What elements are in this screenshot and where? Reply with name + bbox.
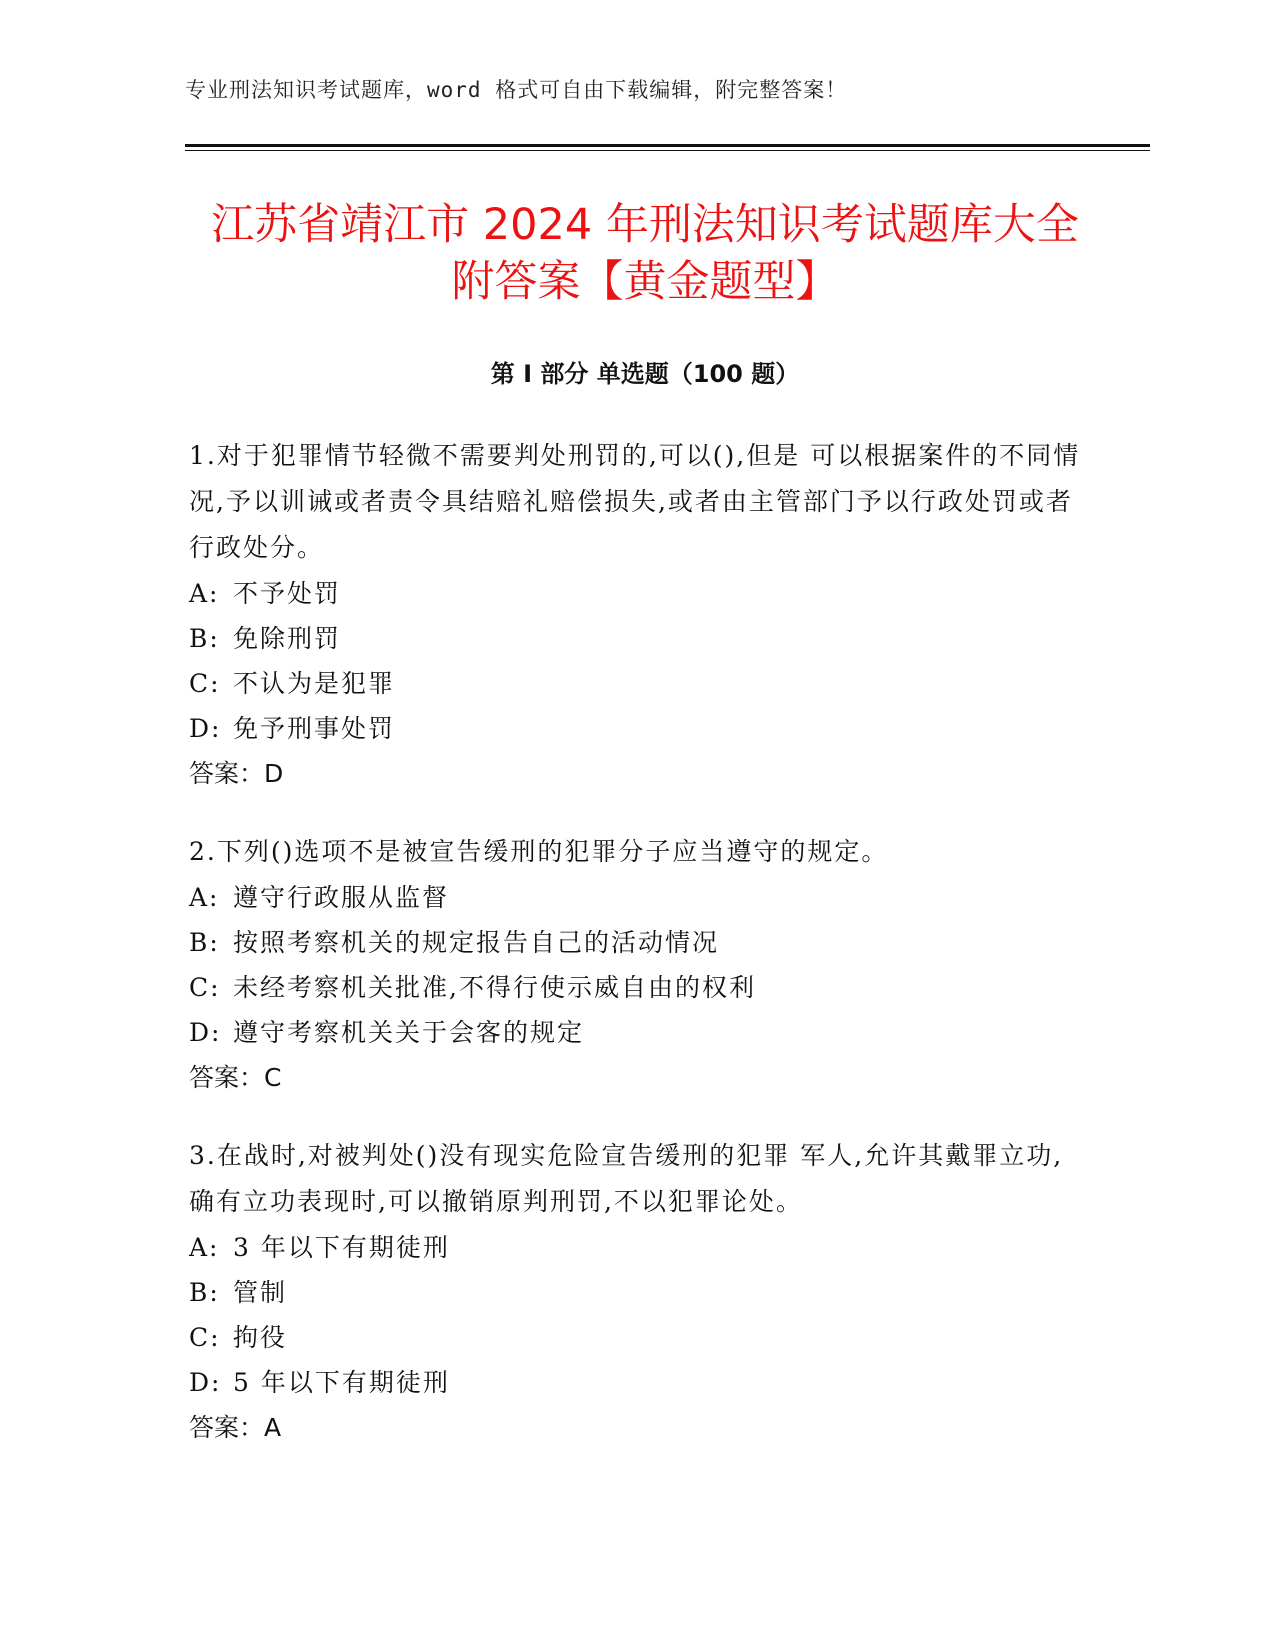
option-text: 不认为是犯罪: [233, 669, 396, 698]
option-text: 3 年以下有期徒刑: [233, 1233, 450, 1262]
document-title-line-2: 附答案【黄金题型】: [451, 257, 839, 307]
option-key: C:: [189, 1323, 221, 1352]
option-d: [189, 1010, 1089, 1055]
option-text: 管制: [233, 1278, 288, 1307]
question-2: [189, 829, 1089, 1101]
option-a: [189, 571, 1089, 616]
question-stem: 2.下列()选项不是被宣告缓刑的犯罪分子应当遵守的规定。: [189, 837, 889, 866]
option-key: C:: [189, 669, 221, 698]
answer: 答案：C: [189, 1063, 282, 1092]
option-text: 遵守考察机关关于会客的规定: [233, 1018, 585, 1047]
option-d: [189, 1360, 1089, 1405]
question-3: [189, 1133, 1089, 1451]
option-key: A:: [189, 1233, 220, 1262]
option-key: B:: [189, 1278, 220, 1307]
option-text: 不予处罚: [233, 579, 342, 608]
option-text: 5 年以下有期徒刑: [233, 1368, 450, 1397]
option-text: 拘役: [233, 1323, 288, 1352]
section-title: 第 I 部分 单选题（100 题）: [490, 360, 800, 388]
document-title-line-1: 江苏省靖江市 2024 年刑法知识考试题库大全: [211, 200, 1079, 250]
question-stem: 3.在战时,对被判处()没有现实危险宣告缓刑的犯罪 军人,允许其戴罪立功,确有立功表现时,可以撤销原判刑罚,不以犯罪论处。: [189, 1141, 1064, 1216]
document-title: [185, 197, 1105, 311]
option-text: 按照考察机关的规定报告自己的活动情况: [233, 928, 720, 957]
option-key: A:: [189, 883, 220, 912]
option-d: [189, 706, 1089, 751]
page-header-text: 专业刑法知识考试题库，word 格式可自由下载编辑，附完整答案！: [185, 78, 848, 102]
answer: 答案：D: [189, 759, 284, 788]
question-1: [189, 433, 1089, 797]
option-text: 未经考察机关批准,不得行使示威自由的权利: [233, 973, 756, 1002]
option-b: [189, 616, 1089, 661]
option-b: [189, 1270, 1089, 1315]
option-key: D:: [189, 714, 222, 743]
option-b: [189, 920, 1089, 965]
header-divider-thick: [185, 144, 1150, 147]
question-list: [189, 433, 1089, 1483]
option-text: 遵守行政服从监督: [233, 883, 450, 912]
answer: 答案：A: [189, 1413, 282, 1442]
option-key: C:: [189, 973, 221, 1002]
option-a: [189, 875, 1089, 920]
option-c: [189, 661, 1089, 706]
option-text: 免除刑罚: [233, 624, 342, 653]
option-key: D:: [189, 1018, 222, 1047]
option-key: B:: [189, 624, 220, 653]
option-key: B:: [189, 928, 220, 957]
question-stem: 1.对于犯罪情节轻微不需要判处刑罚的,可以(),但是 可以根据案件的不同情况,予以训诫或者责令具结赔礼赔偿损失,或者由主管部门予以行政处罚或者行政处分。: [189, 441, 1081, 562]
header-divider-thin: [185, 150, 1150, 151]
option-key: A:: [189, 579, 220, 608]
option-c: [189, 965, 1089, 1010]
option-c: [189, 1315, 1089, 1360]
option-a: [189, 1225, 1089, 1270]
option-text: 免予刑事处罚: [233, 714, 396, 743]
option-key: D:: [189, 1368, 222, 1397]
